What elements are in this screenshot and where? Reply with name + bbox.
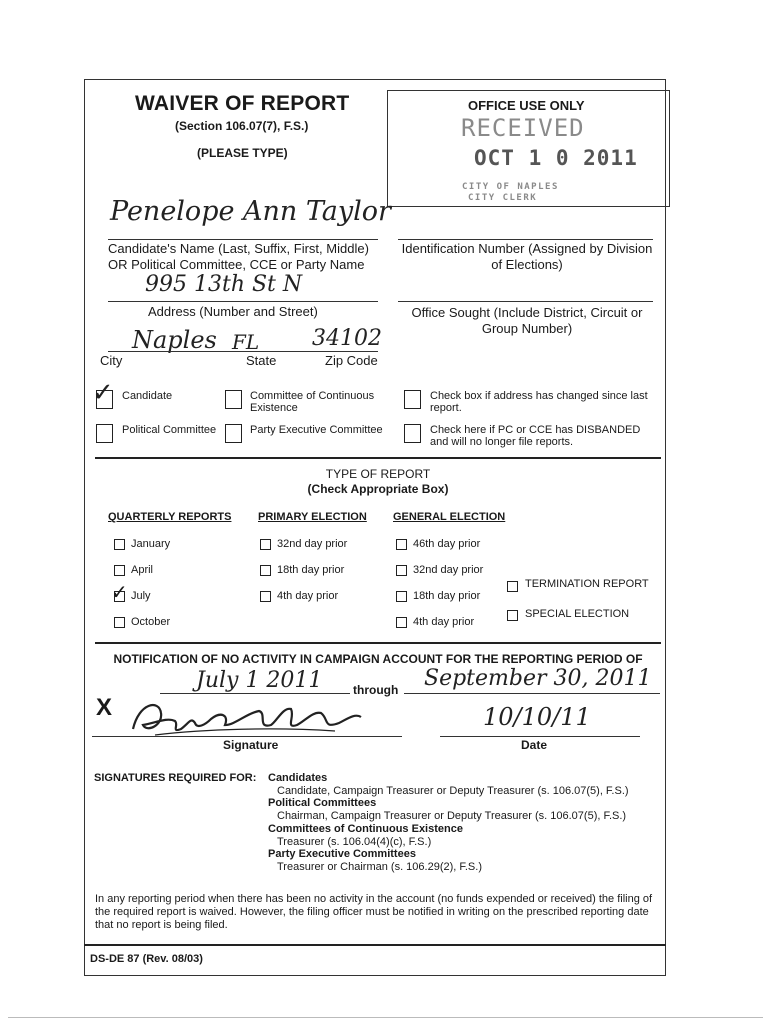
primary-18th-checkbox[interactable] xyxy=(260,565,271,576)
zip-value[interactable]: 34102 xyxy=(312,326,382,351)
address-changed-checkbox[interactable] xyxy=(404,390,421,409)
sig-line-party-desc: Treasurer or Chairman (s. 106.29(2), F.S.) xyxy=(277,860,482,873)
july-check-mark: ✓ xyxy=(111,582,128,604)
zip-label: Zip Code xyxy=(325,353,378,368)
candidate-name-value[interactable]: Penelope Ann Taylor xyxy=(110,196,391,227)
address-label: Address (Number and Street) xyxy=(148,304,318,319)
july-label: July xyxy=(131,590,151,602)
primary-4th-label: 4th day prior xyxy=(277,590,339,602)
section-reference: (Section 106.07(7), F.S.) xyxy=(175,119,309,133)
report-type-title: TYPE OF REPORT xyxy=(325,467,431,481)
city-value[interactable]: Naples xyxy=(132,326,217,354)
general-32nd-checkbox[interactable] xyxy=(396,565,407,576)
political-committee-label: Political Committee xyxy=(122,424,217,436)
form-title: WAIVER OF REPORT xyxy=(135,92,350,115)
period-to-value[interactable]: September 30, 2011 xyxy=(424,666,652,691)
address-changed-label-2: report. xyxy=(430,402,462,414)
signature-line xyxy=(92,736,402,737)
disbanded-label-2: and will no longer file reports. xyxy=(430,436,574,448)
state-label: State xyxy=(246,353,277,368)
state-value[interactable]: FL xyxy=(232,330,260,354)
city-line xyxy=(108,351,378,352)
notification-heading: NOTIFICATION OF NO ACTIVITY IN CAMPAIGN ACCOUNT FOR THE REPORTING PERIOD OF xyxy=(113,652,643,666)
general-46th-label: 46th day prior xyxy=(413,538,481,550)
report-type-subtitle: (Check Appropriate Box) xyxy=(307,482,449,496)
name-label-2: OR Political Committee, CCE or Party Name xyxy=(108,257,365,272)
general-4th-checkbox[interactable] xyxy=(396,617,407,628)
sig-line-pc-desc: Chairman, Campaign Treasurer or Deputy Treasurer (s. 106.07(5), F.S.) xyxy=(277,810,627,823)
signature-image xyxy=(125,695,365,741)
january-label: January xyxy=(131,538,171,550)
january-checkbox[interactable] xyxy=(114,539,125,550)
cce-checkbox[interactable] xyxy=(225,390,242,409)
divider-report-type xyxy=(95,457,661,459)
date-label: Date xyxy=(521,738,548,752)
primary-18th-label: 18th day prior xyxy=(277,564,345,576)
received-date-stamp: OCT 1 0 2011 xyxy=(474,146,638,170)
signatures-required-label: SIGNATURES REQUIRED FOR: xyxy=(94,772,257,784)
address-line xyxy=(108,301,378,302)
general-18th-label: 18th day prior xyxy=(413,590,481,602)
office-sought-label: Office Sought (Include District, Circuit or Group Number) xyxy=(411,305,643,336)
divider-footer xyxy=(84,944,666,946)
office-line xyxy=(398,301,653,302)
signatures-required-list xyxy=(268,772,629,874)
date-line xyxy=(440,736,640,737)
sig-line-candidates: Candidates xyxy=(268,772,328,784)
name-label-1: Candidate's Name (Last, Suffix, First, Middle) xyxy=(108,241,369,256)
general-18th-checkbox[interactable] xyxy=(396,591,407,602)
disbanded-label-1: Check here if PC or CCE has DISBANDED xyxy=(430,424,641,436)
id-label: Identification Number (Assigned by Division of Elections) xyxy=(401,241,653,272)
period-from-value[interactable]: July 1 2011 xyxy=(196,668,323,693)
sig-line-party: Party Executive Committees xyxy=(268,848,416,861)
period-from-line xyxy=(160,693,350,694)
divider-notification xyxy=(95,642,661,644)
general-4th-label: 4th day prior xyxy=(413,616,475,628)
address-changed-label-1: Check box if address has changed since last xyxy=(430,390,648,402)
stamp-city-clerk: CITY CLERK xyxy=(468,193,538,203)
special-election-checkbox[interactable] xyxy=(507,610,518,621)
period-to-line xyxy=(404,693,660,694)
stamp-city: CITY OF NAPLES xyxy=(462,182,559,192)
april-checkbox[interactable] xyxy=(114,565,125,576)
address-value[interactable]: 995 13th St N xyxy=(145,272,303,297)
termination-checkbox[interactable] xyxy=(507,581,518,592)
termination-label: TERMINATION REPORT xyxy=(525,578,649,590)
waiver-paragraph: In any reporting period when there has been no activity in the account (no funds expended or received) the filing of the required report is waived. However, the filing officer must be notified in writing on the prescribed reporting date that no report is being filed. xyxy=(95,893,653,931)
primary-4th-checkbox[interactable] xyxy=(260,591,271,602)
form-id: DS-DE 87 (Rev. 08/03) xyxy=(90,953,203,965)
cce-label-1: Committee of Continuous xyxy=(250,390,375,402)
sig-line-cce-desc: Treasurer (s. 106.04(4)(c), F.S.) xyxy=(277,835,432,848)
office-use-label: OFFICE USE ONLY xyxy=(468,98,585,113)
primary-header: PRIMARY ELECTION xyxy=(258,511,367,523)
sig-line-pc: Political Committees xyxy=(268,797,377,810)
general-header: GENERAL ELECTION xyxy=(393,511,506,523)
october-label: October xyxy=(131,616,171,628)
signature-label: Signature xyxy=(223,738,279,752)
sig-line-cce: Committees of Continuous Existence xyxy=(268,822,463,835)
party-exec-label: Party Executive Committee xyxy=(250,424,383,436)
october-checkbox[interactable] xyxy=(114,617,125,628)
page-edge-line xyxy=(8,1017,763,1018)
general-32nd-label: 32nd day prior xyxy=(413,564,484,576)
city-label: City xyxy=(100,353,123,368)
political-committee-checkbox[interactable] xyxy=(96,424,113,443)
signature-x-mark: X xyxy=(96,694,113,721)
general-46th-checkbox[interactable] xyxy=(396,539,407,550)
quarterly-header: QUARTERLY REPORTS xyxy=(108,511,232,523)
received-stamp: RECEIVED xyxy=(461,114,585,142)
primary-32nd-label: 32nd day prior xyxy=(277,538,348,550)
id-line xyxy=(398,239,653,240)
party-exec-checkbox[interactable] xyxy=(225,424,242,443)
sig-line-candidate-desc: Candidate, Campaign Treasurer or Deputy Treasurer (s. 106.07(5), F.S.) xyxy=(277,784,629,797)
cce-label-2: Existence xyxy=(250,402,298,414)
candidate-checkbox-label: Candidate xyxy=(122,390,173,402)
please-type-note: (PLEASE TYPE) xyxy=(197,146,288,160)
through-label: through xyxy=(353,683,399,697)
disbanded-checkbox[interactable] xyxy=(404,424,421,443)
primary-32nd-checkbox[interactable] xyxy=(260,539,271,550)
date-value[interactable]: 10/10/11 xyxy=(483,703,591,731)
april-label: April xyxy=(131,564,154,576)
name-line xyxy=(108,239,378,240)
special-election-label: SPECIAL ELECTION xyxy=(525,608,630,620)
candidate-check-mark: ✓ xyxy=(92,378,114,408)
